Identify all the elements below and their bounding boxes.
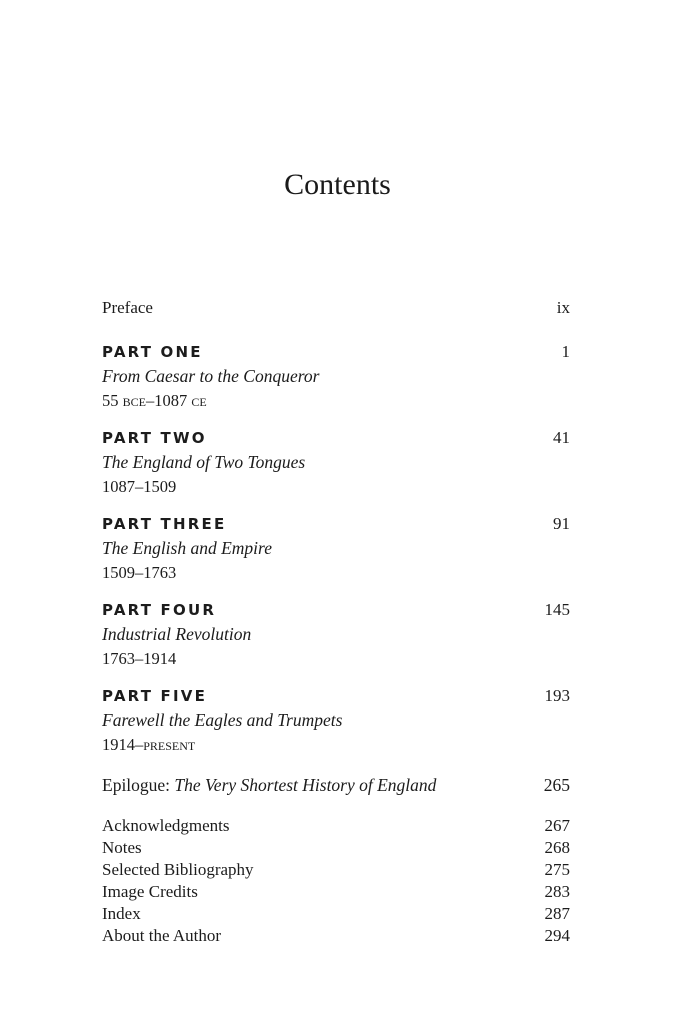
toc-entry-image-credits[interactable]	[102, 882, 570, 902]
part-dates: 1509–1763	[102, 563, 177, 582]
toc-entry-part-four[interactable]	[102, 600, 570, 620]
entry-label: Acknowledgments	[102, 816, 230, 835]
page-number: 267	[544, 816, 570, 835]
part-label: PART FOUR	[102, 601, 217, 619]
page-number: 41	[553, 428, 570, 447]
part-dates: 1087–1509	[102, 477, 177, 496]
page-number: 265	[543, 775, 570, 795]
toc-entry-about-author[interactable]	[102, 926, 570, 946]
page-number: 268	[544, 838, 570, 857]
toc-entry-epilogue[interactable]	[102, 775, 570, 796]
page-number: 294	[544, 926, 570, 945]
part-dates: 55 bce–1087 ce	[102, 391, 207, 410]
toc-entry-part-two[interactable]	[102, 428, 570, 448]
page-title: Contents	[284, 168, 391, 201]
page-number: 145	[544, 600, 570, 619]
page-number: 275	[544, 860, 570, 879]
page-number: 193	[544, 686, 570, 705]
entry-label: Notes	[102, 838, 142, 857]
page-number: 91	[553, 514, 570, 533]
part-dates: 1763–1914	[102, 649, 177, 668]
part-subtitle: The English and Empire	[102, 538, 272, 558]
page-number: 287	[544, 904, 570, 923]
part-label: PART ONE	[102, 343, 203, 361]
page-number: 1	[561, 342, 570, 361]
toc-entry-acknowledgments[interactable]	[102, 816, 570, 836]
page-number: 283	[544, 882, 570, 901]
part-label: PART FIVE	[102, 687, 208, 705]
toc-entry-preface[interactable]	[102, 298, 570, 318]
part-subtitle: From Caesar to the Conqueror	[102, 366, 320, 386]
part-subtitle: Farewell the Eagles and Trumpets	[102, 710, 343, 730]
toc-entry-part-one[interactable]	[102, 342, 570, 362]
toc-entry-index[interactable]	[102, 904, 570, 924]
entry-label: Image Credits	[102, 882, 198, 901]
part-dates: 1914–present	[102, 735, 196, 754]
toc-entry-part-three[interactable]	[102, 514, 570, 534]
part-subtitle: The England of Two Tongues	[102, 452, 306, 472]
part-label: PART TWO	[102, 429, 207, 447]
toc-entry-bibliography[interactable]	[102, 860, 570, 880]
page-number: ix	[556, 298, 570, 317]
entry-label: About the Author	[102, 926, 221, 945]
entry-label: Preface	[102, 298, 153, 317]
entry-label: Index	[102, 904, 141, 923]
entry-label: Selected Bibliography	[102, 860, 254, 879]
entry-label: Epilogue: The Very Shortest History of England	[102, 775, 437, 795]
part-subtitle: Industrial Revolution	[102, 624, 252, 644]
toc-entry-notes[interactable]	[102, 838, 570, 858]
toc-entry-part-five[interactable]	[102, 686, 570, 706]
part-label: PART THREE	[102, 515, 227, 533]
